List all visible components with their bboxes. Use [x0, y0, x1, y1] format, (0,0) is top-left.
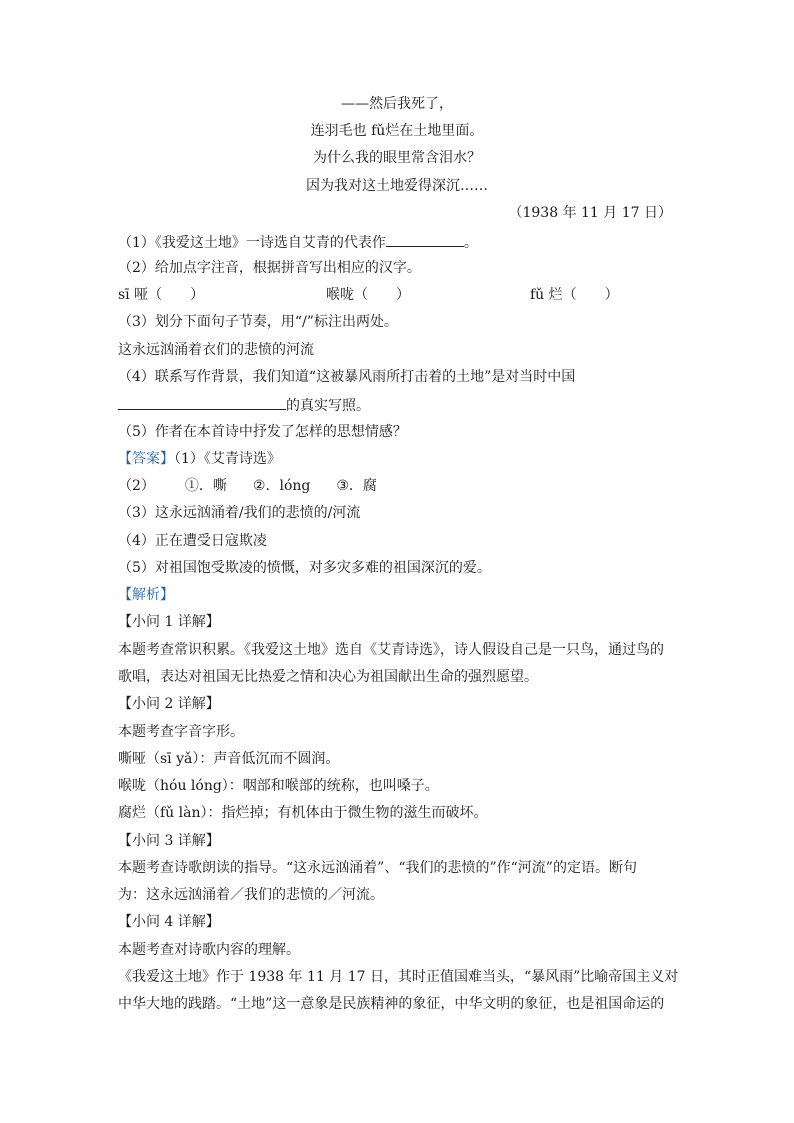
analysis-section-2-line-3: 喉咙（hóu lóng）：咽部和喉部的统称，也叫嗓子。 — [118, 778, 439, 794]
question-1-text: （1）《我爱这土地》一诗选自艾青的代表作 — [118, 235, 386, 251]
answer-4: （4）正在遭受日寇欺凌 — [118, 533, 267, 549]
answer-blank — [118, 394, 286, 410]
analysis-section-3-line-1: 本题考查诗歌朗读的指导。“这永远汹涌着”、“我们的悲愤的”作“河流”的定语。断句 — [118, 860, 637, 876]
question-3-sentence: 这永远汹涌着衣们的悲愤的河流 — [118, 342, 314, 358]
analysis-section-1-title: 【小问 1 详解】 — [118, 614, 220, 630]
analysis-section-4-line-2: 《我爱这土地》作于 1938 年 11 月 17 日，其时正值国难当头，“暴风雨”比喻帝国主义对 — [118, 969, 679, 985]
analysis-label: 【解析】 — [118, 587, 174, 603]
analysis-section-2-line-2: 嘶哑（sī yǎ）：声音低沉而不圆润。 — [118, 751, 340, 767]
poem-line-4: 因为我对这土地爱得深沉…… — [306, 178, 488, 194]
answer-2 — [118, 476, 377, 496]
question-2-item-b: 喉咙（ ） — [326, 287, 410, 303]
analysis-section-1-line-2: 歌唱，表达对祖国无比热爱之情和决心为祖国献出生命的强烈愿望。 — [118, 669, 538, 685]
analysis-section-3-line-2: 为：这永远汹涌着／我们的悲愤的／河流。 — [118, 887, 384, 903]
answer-2-number: （2） — [118, 478, 155, 494]
analysis-section-2-line-1: 本题考查字音字形。 — [118, 724, 244, 740]
answer-line-1 — [118, 449, 281, 469]
question-4-line-1: （4）联系写作背景，我们知道“这被暴风雨所打击着的土地”是对当时中国 — [118, 369, 576, 385]
answer-2-item-2: ②．lóng — [252, 478, 311, 494]
question-4-line-2 — [118, 394, 370, 416]
analysis-section-2-title: 【小问 2 详解】 — [118, 696, 220, 712]
analysis-section-4-line-3: 中华大地的践踏。“土地”这一意象是民族精神的象征，中华文明的象征，也是祖国命运的 — [118, 996, 665, 1012]
poem-line-1: ——然后我死了， — [341, 96, 453, 112]
analysis-section-4-line-1: 本题考查对诗歌内容的理解。 — [118, 942, 300, 958]
answer-2-item-3: ③．腐 — [336, 478, 377, 494]
analysis-section-4-title: 【小问 4 详解】 — [118, 914, 220, 930]
question-3: （3）划分下面句子节奏，用“/”标注出两处。 — [118, 314, 398, 330]
answer-1: （1）《艾青诗选》 — [174, 451, 281, 467]
answer-3: （3）这永远汹涌着/我们的悲愤的/河流 — [118, 505, 361, 521]
analysis-section-3-title: 【小问 3 详解】 — [118, 833, 220, 849]
answer-2-item-1: ①．嘶 — [184, 478, 227, 494]
answer-blank — [386, 231, 464, 247]
analysis-section-2-line-4: 腐烂（fǔ làn）：指烂掉；有机体由于微生物的滋生而破坏。 — [118, 805, 488, 821]
answer-label: 【答案】 — [118, 451, 174, 467]
question-1-end: 。 — [463, 235, 478, 251]
poem-line-2: 连羽毛也 fǔ烂在土地里面。 — [310, 123, 484, 139]
analysis-section-1-line-1: 本题考查常识积累。《我爱这土地》选自《艾青诗选》，诗人假设自己是一只鸟，通过鸟的 — [118, 642, 664, 658]
question-4-end: 的真实写照。 — [286, 398, 370, 414]
poem-line-3: 为什么我的眼里常含泪水？ — [313, 150, 481, 166]
question-2: （2）给加点字注音，根据拼音写出相应的汉字。 — [118, 260, 421, 276]
question-1 — [118, 231, 478, 253]
question-2-item-a: sī 哑（ ） — [118, 287, 205, 303]
question-2-item-c: fǔ 烂（ ） — [530, 287, 619, 303]
poem-date: （1938 年 11 月 17 日） — [508, 205, 672, 221]
answer-5: （5）对祖国饱受欺凌的愤慨，对多灾多难的祖国深沉的爱。 — [118, 560, 491, 576]
question-5: （5）作者在本首诗中抒发了怎样的思想情感？ — [118, 424, 407, 440]
